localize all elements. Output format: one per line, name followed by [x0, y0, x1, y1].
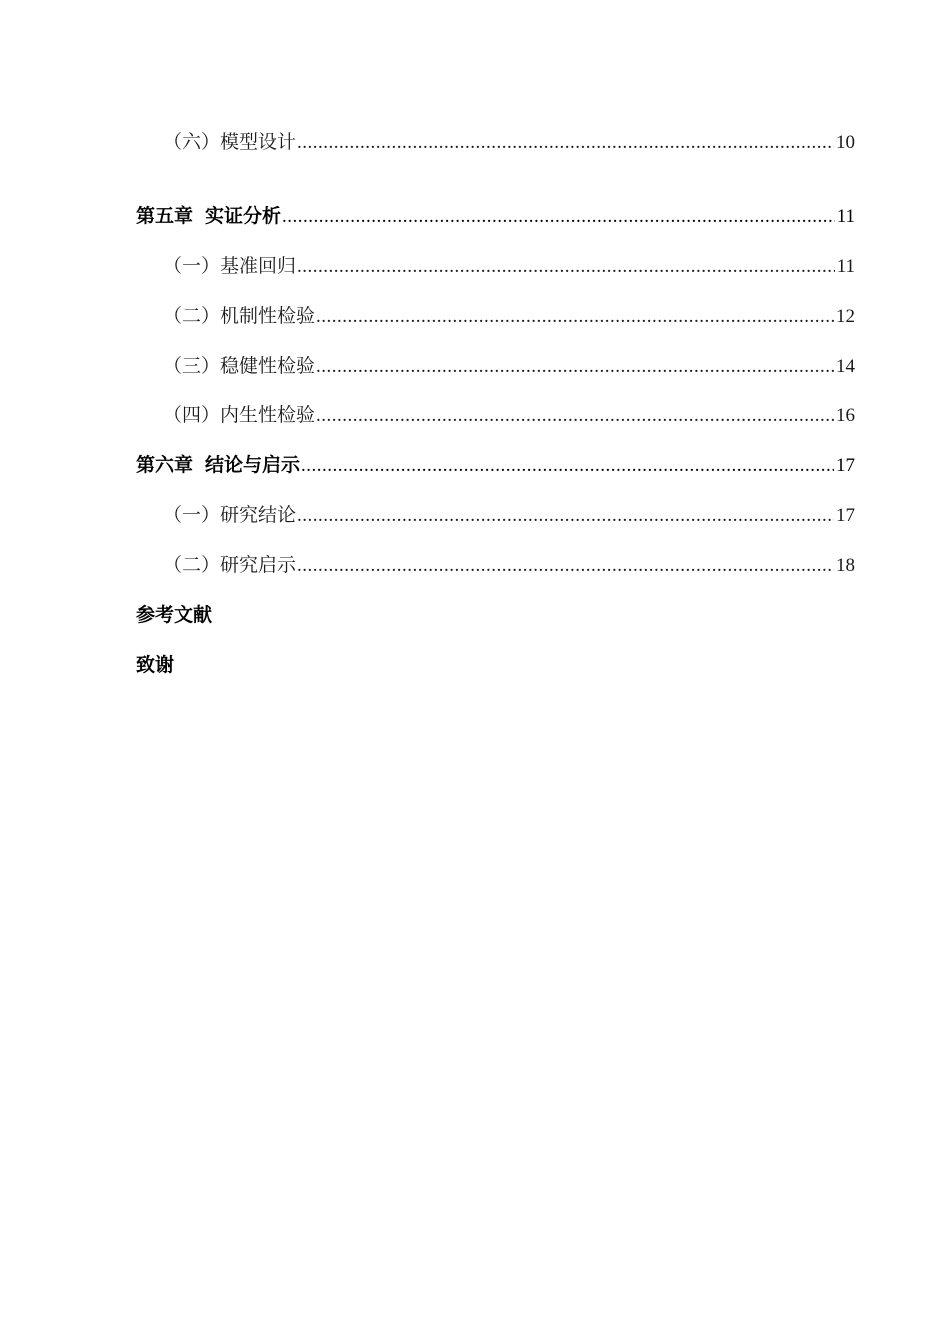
toc-entry-title: （四）内生性检验 — [163, 404, 316, 426]
toc-entry-references[interactable] — [136, 600, 212, 630]
toc-leader-dots — [316, 302, 834, 332]
toc-page-number: 11 — [836, 256, 855, 277]
toc-entry-robustness-test[interactable] — [163, 351, 855, 381]
toc-page-number: 10 — [836, 132, 855, 153]
toc-entry-title: 参考文献 — [136, 604, 213, 626]
toc-entry-title: （六）模型设计 — [163, 131, 297, 153]
toc-entry-title: （二）研究启示 — [163, 554, 297, 576]
toc-leader-dots — [297, 128, 834, 158]
toc-entry-model-design[interactable] — [163, 127, 855, 157]
toc-chapter-label: 第六章 — [136, 454, 194, 476]
toc-entry-endogeneity-test[interactable] — [163, 400, 855, 430]
toc-page-number: 17 — [836, 455, 855, 476]
toc-page-number: 14 — [836, 356, 855, 377]
toc-leader-dots — [316, 401, 834, 431]
toc-leader-dots — [297, 551, 834, 581]
toc-page-number: 11 — [836, 206, 855, 227]
toc-page-number: 16 — [836, 405, 855, 426]
toc-entry-title: 致谢 — [136, 654, 175, 676]
toc-leader-dots — [297, 501, 834, 531]
toc-entry-title: （一）基准回归 — [163, 255, 297, 277]
toc-entry-baseline-regression[interactable] — [163, 251, 855, 281]
toc-leader-dots — [316, 352, 834, 382]
toc-chapter-label: 第五章 — [136, 205, 194, 227]
toc-entry-title: （一）研究结论 — [163, 504, 297, 526]
toc-page-number: 18 — [836, 555, 855, 576]
toc-entry-title: （二）机制性检验 — [163, 305, 316, 327]
toc-entry-chapter-6[interactable] — [136, 450, 855, 480]
toc-leader-dots — [301, 451, 834, 481]
toc-entry-chapter-5[interactable] — [136, 201, 855, 231]
toc-leader-dots — [297, 252, 835, 282]
toc-entry-title: （三）稳健性检验 — [163, 355, 316, 377]
toc-entry-title: 结论与启示 — [205, 454, 301, 476]
toc-entry-mechanism-test[interactable] — [163, 301, 855, 331]
toc-entry-research-conclusion[interactable] — [163, 500, 855, 530]
toc-page-number: 17 — [836, 505, 855, 526]
toc-entry-title: 实证分析 — [205, 205, 282, 227]
toc-page-number: 12 — [836, 306, 855, 327]
toc-leader-dots — [282, 202, 835, 232]
toc-entry-acknowledgements[interactable] — [136, 650, 174, 680]
toc-entry-research-implications[interactable] — [163, 550, 855, 580]
